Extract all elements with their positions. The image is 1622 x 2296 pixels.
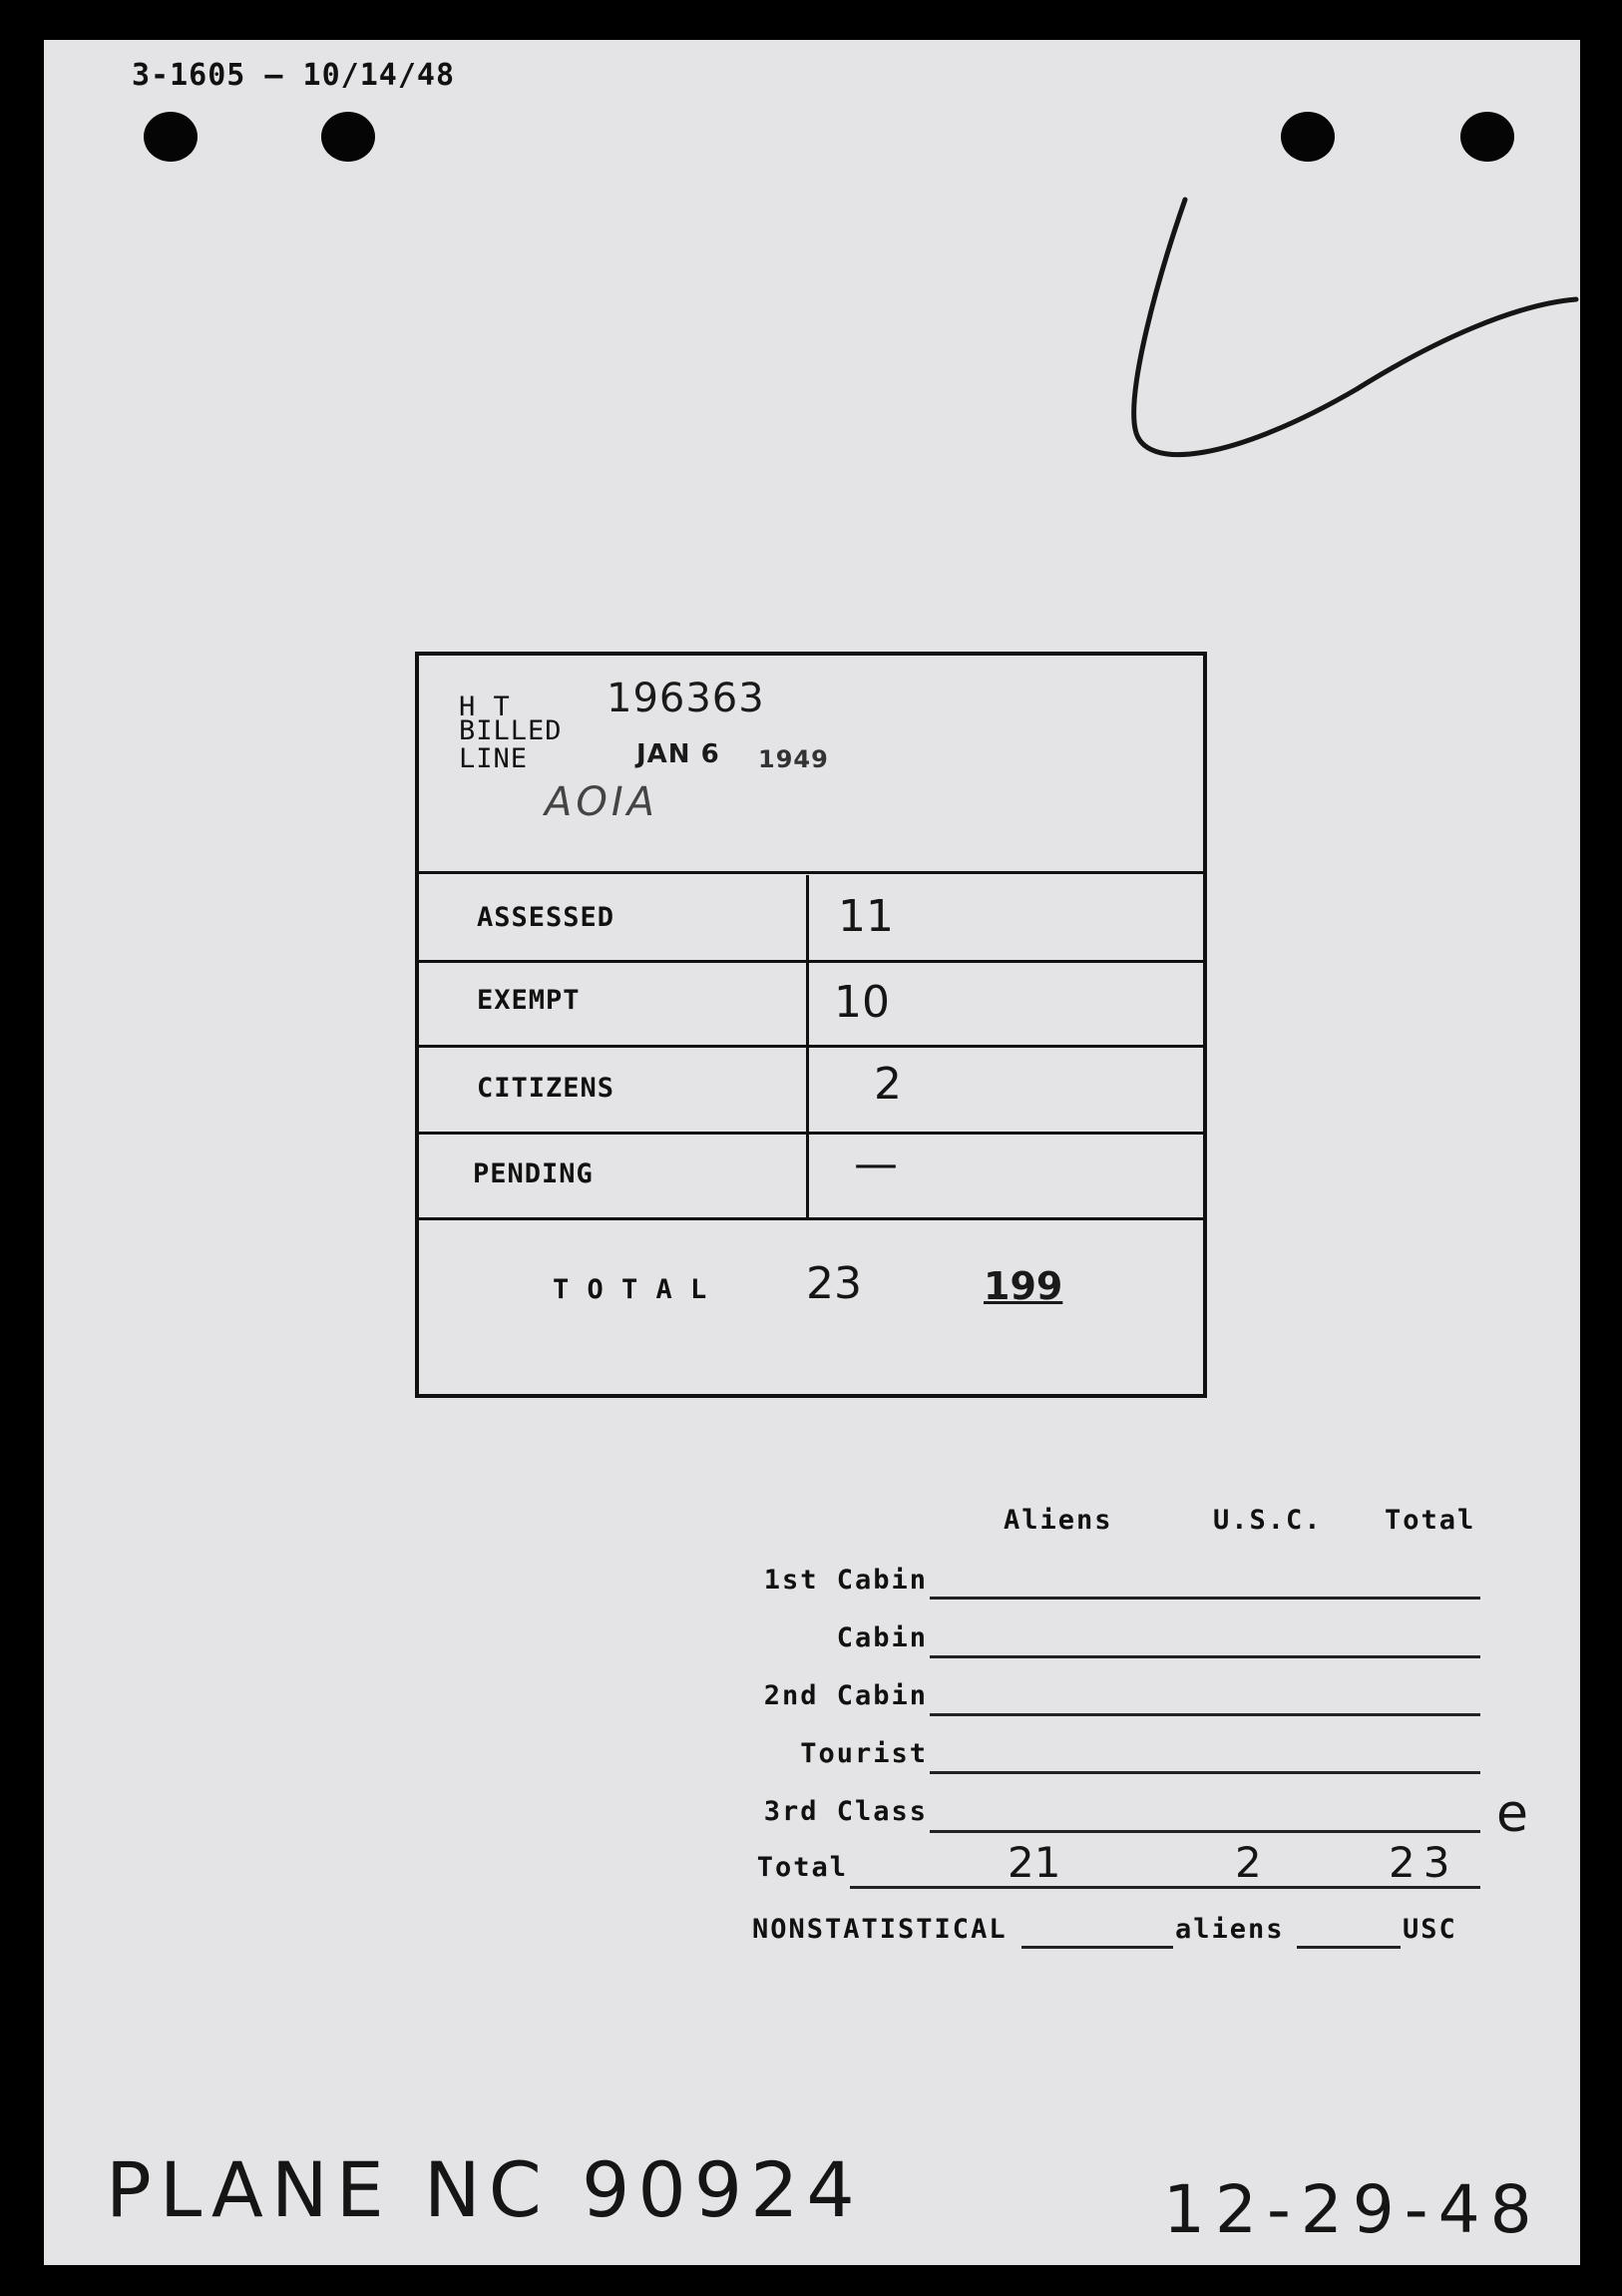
pending-label: PENDING bbox=[473, 1158, 594, 1189]
fill-line bbox=[930, 1713, 1480, 1716]
exempt-label: EXEMPT bbox=[477, 985, 581, 1016]
fill-line bbox=[1297, 1946, 1401, 1949]
row-divider bbox=[419, 1045, 1203, 1048]
row-divider bbox=[419, 960, 1203, 963]
citizens-value: 2 bbox=[874, 1059, 902, 1110]
nonstatistical-label: NONSTATISTICAL bbox=[752, 1914, 1008, 1945]
row-label-2nd-cabin: 2nd Cabin bbox=[763, 1680, 928, 1711]
fill-line bbox=[930, 1830, 1480, 1833]
fill-line bbox=[1021, 1946, 1173, 1949]
pen-check-mark bbox=[1117, 190, 1586, 479]
fill-line bbox=[850, 1886, 1480, 1889]
fill-line bbox=[930, 1771, 1480, 1774]
line-label: LINE bbox=[459, 743, 529, 774]
row-label-total: Total bbox=[756, 1852, 848, 1883]
total-aliens: 21 bbox=[1008, 1838, 1061, 1887]
ht-label: H T bbox=[459, 691, 511, 722]
aliens-label: aliens bbox=[1175, 1914, 1285, 1945]
column-header-aliens: Aliens bbox=[1004, 1505, 1113, 1536]
handwritten-line-code: AOIA bbox=[545, 779, 659, 825]
row-divider bbox=[419, 871, 1203, 874]
punch-hole bbox=[321, 112, 375, 162]
total-handwritten: 23 bbox=[806, 1258, 862, 1309]
assessed-value: 11 bbox=[838, 891, 894, 942]
plane-number: PLANE NC 90924 bbox=[106, 2145, 863, 2234]
column-header-usc: U.S.C. bbox=[1213, 1505, 1323, 1536]
stamp-date-year: 1949 bbox=[758, 745, 829, 773]
punch-hole bbox=[1281, 112, 1335, 162]
billed-label: BILLED bbox=[459, 715, 563, 746]
column-header-total: Total bbox=[1385, 1505, 1476, 1536]
row-divider bbox=[419, 1132, 1203, 1135]
fill-line bbox=[930, 1597, 1480, 1600]
stamp-date-month: JAN 6 bbox=[636, 739, 720, 769]
margin-mark: e bbox=[1496, 1784, 1528, 1844]
tally-box bbox=[415, 652, 1207, 1398]
usc-label: USC bbox=[1403, 1914, 1457, 1945]
row-label-cabin: Cabin bbox=[836, 1622, 928, 1653]
punch-hole bbox=[1460, 112, 1514, 162]
total-label: T O T A L bbox=[553, 1274, 708, 1305]
citizens-label: CITIZENS bbox=[477, 1073, 615, 1104]
form-code: 3-1605 — 10/14/48 bbox=[132, 58, 456, 93]
handwritten-date: 12-29-48 bbox=[1163, 2171, 1542, 2248]
total-stamp: 199 bbox=[984, 1264, 1063, 1308]
row-label-tourist: Tourist bbox=[800, 1738, 928, 1769]
fill-line bbox=[930, 1655, 1480, 1658]
stamp-number: 196363 bbox=[607, 676, 765, 721]
pending-value: — bbox=[854, 1139, 898, 1189]
exempt-value: 10 bbox=[834, 977, 890, 1028]
assessed-label: ASSESSED bbox=[477, 902, 615, 933]
column-divider bbox=[806, 875, 809, 1218]
row-label-1st-cabin: 1st Cabin bbox=[763, 1565, 928, 1596]
total-total: 23 bbox=[1389, 1838, 1458, 1887]
row-label-3rd-class: 3rd Class bbox=[763, 1796, 928, 1827]
punch-hole bbox=[144, 112, 198, 162]
row-divider bbox=[419, 1217, 1203, 1220]
total-usc: 2 bbox=[1235, 1838, 1262, 1887]
